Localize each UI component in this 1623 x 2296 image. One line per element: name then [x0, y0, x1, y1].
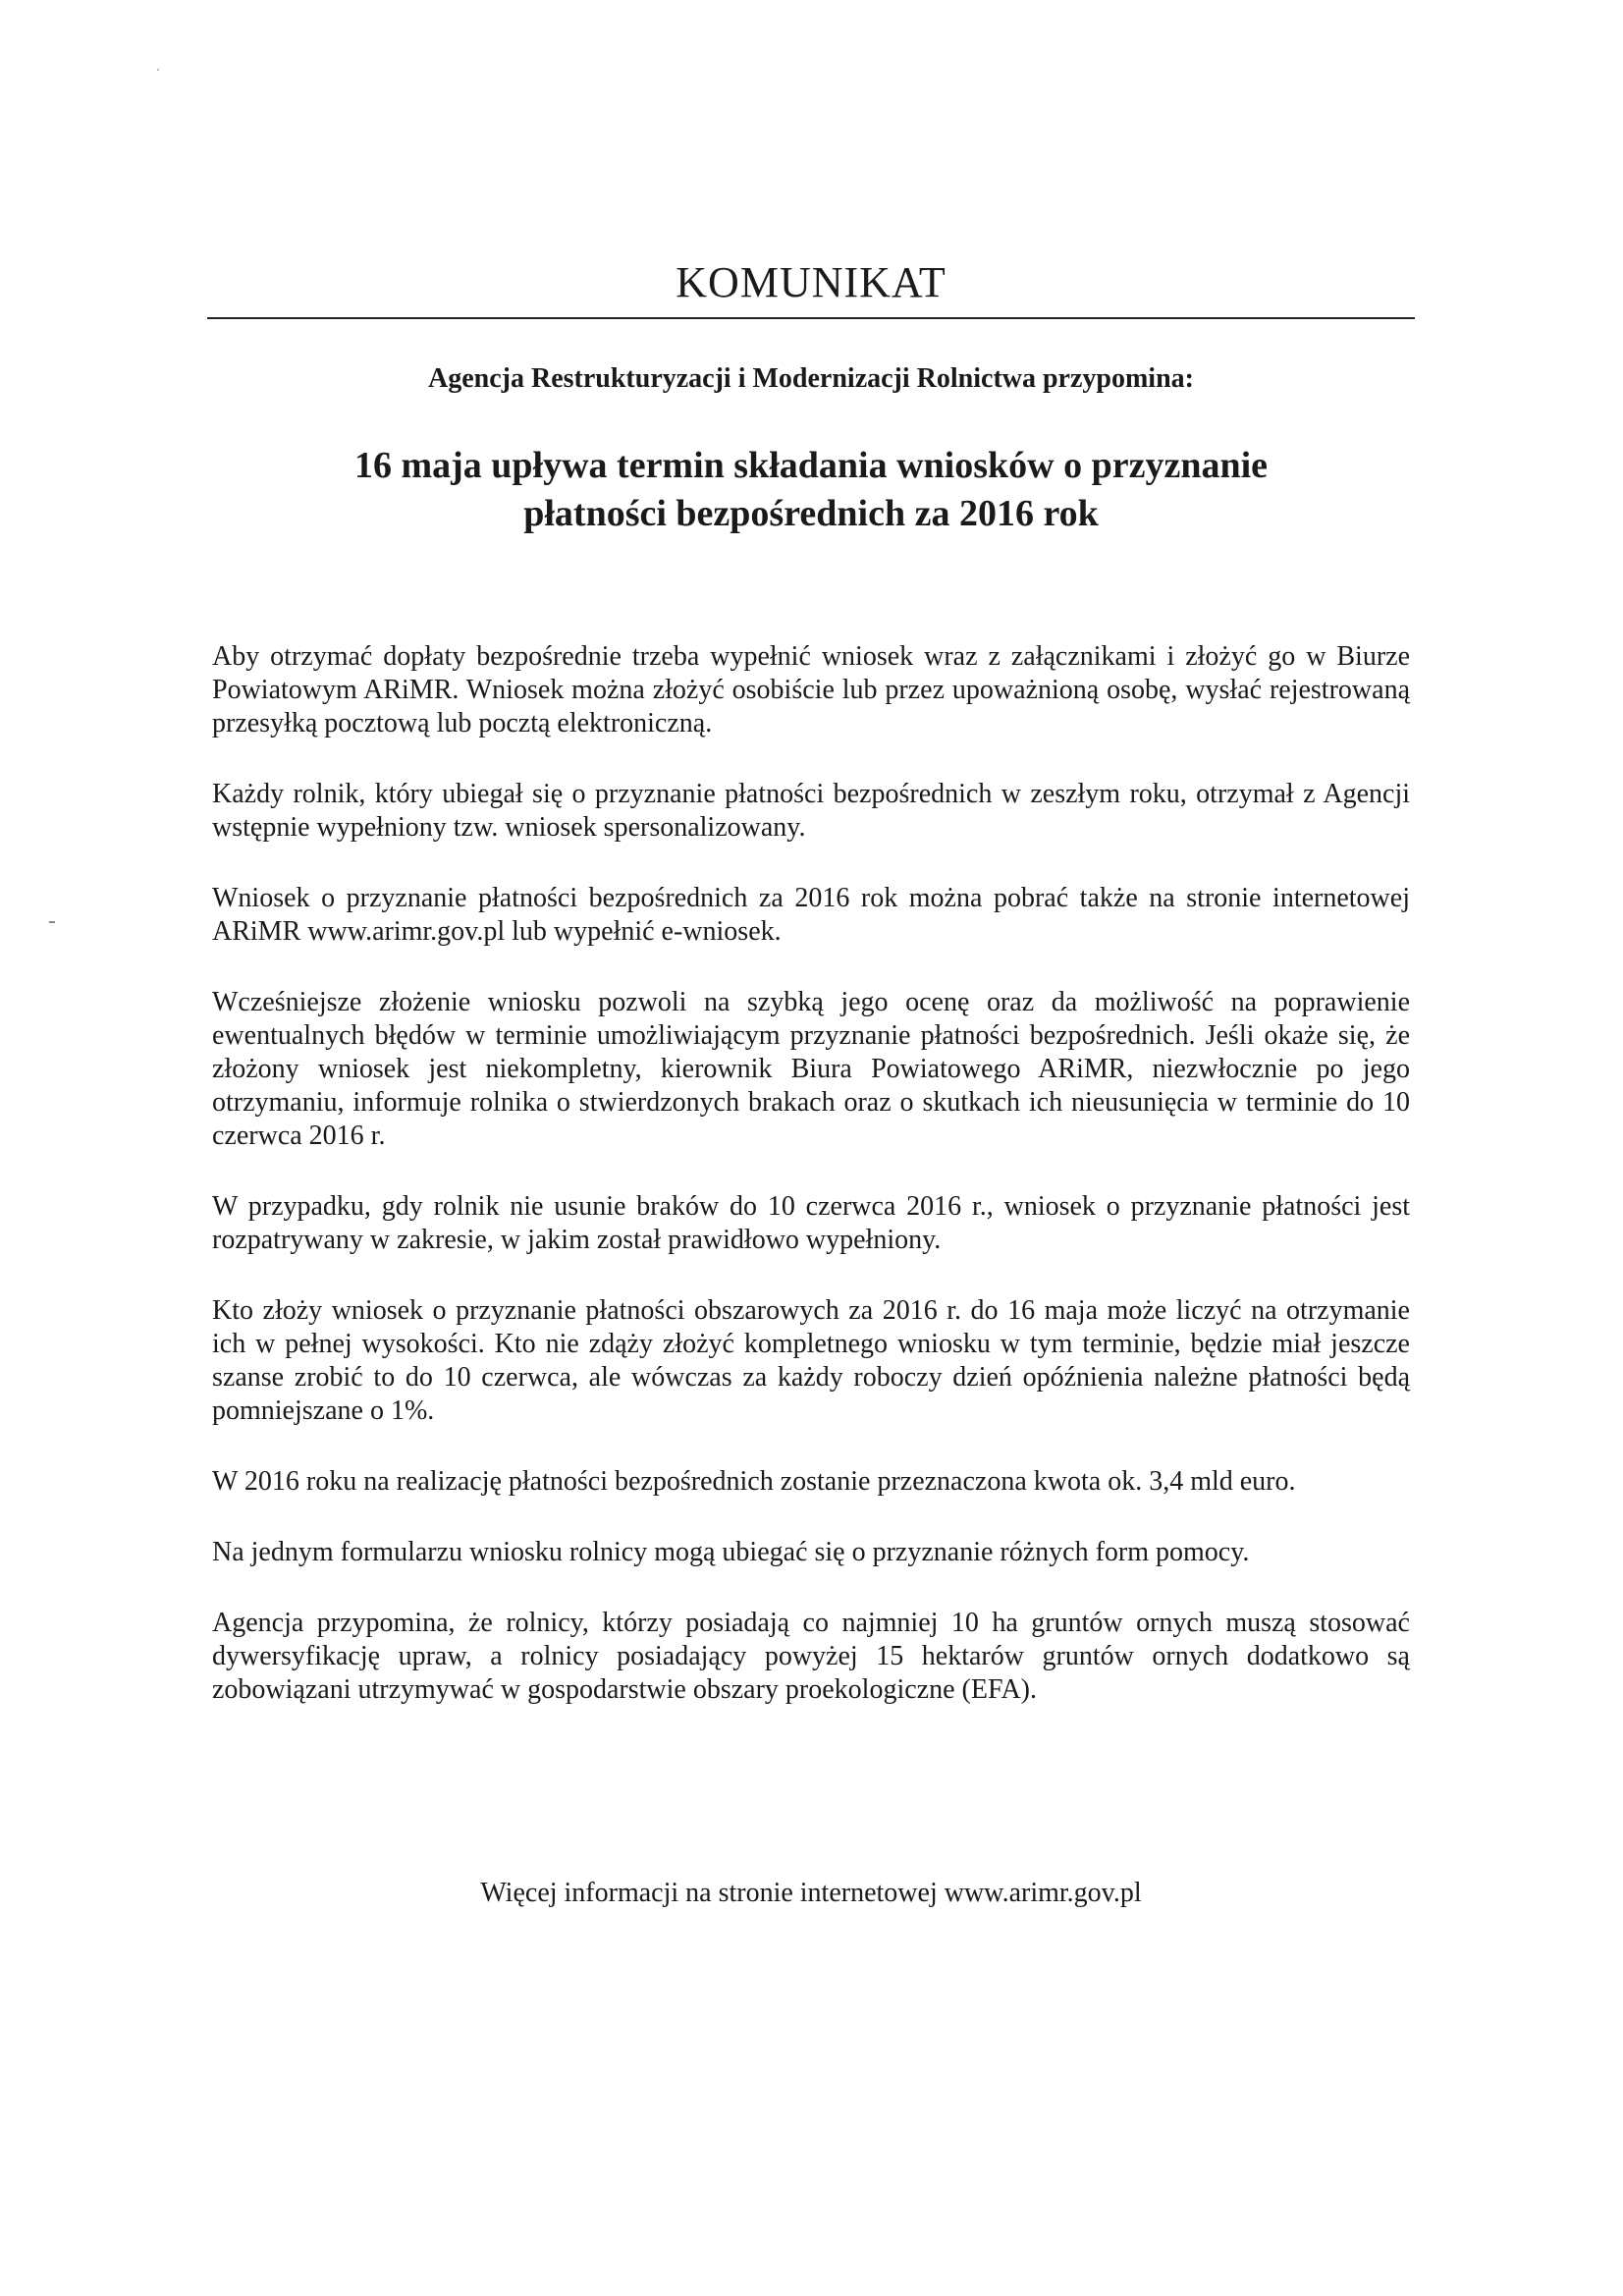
document-headline [207, 442, 1415, 538]
body-paragraph: W przypadku, gdy rolnik nie usunie braków do 10 czerwca 2016 r., wniosek o przyznanie płatności jest rozpatrywany w zakresie, w jakim został prawidłowo wypełniony. [212, 1191, 1410, 1255]
document-title: KOMUNIKAT [676, 258, 947, 306]
body-paragraph: W 2016 roku na realizację płatności bezpośrednich zostanie przeznaczona kwota ok. 3,4 mld euro. [212, 1466, 1296, 1497]
document-subtitle: Agencja Restrukturyzacji i Modernizacji Rolnictwa przypomina: [428, 363, 1194, 394]
body-paragraph: Wniosek o przyznanie płatności bezpośrednich za 2016 rok można pobrać także na stronie internetowej ARiMR www.arimr.gov.pl lub wypełnić e-wniosek. [212, 883, 1410, 947]
scan-artifact [49, 921, 55, 923]
document-body [212, 640, 1410, 1707]
body-paragraph: Agencja przypomina, że rolnicy, którzy posiadają co najmniej 10 ha gruntów ornych muszą stosować dywersyfikację upraw, a rolnicy posiadający powyżej 15 hektarów gruntów ornych dodatkowo są zobowiązani utrzymywać w gospodarstwie obszary proekologiczne (EFA). [212, 1608, 1410, 1705]
scan-artifact [157, 69, 159, 71]
body-paragraph: Wcześniejsze złożenie wniosku pozwoli na szybką jego ocenę oraz da możliwość na poprawienie ewentualnych błędów w terminie umożliwiającym przyznanie płatności bezpośrednich. Jeśli okaże się, że złożony wniosek jest niekompletny, kierownik Biura Powiatowego ARiMR, niezwłocznie po jego otrzymaniu, informuje rolnika o stwierdzonych brakach oraz o skutkach ich nieusunięcia w terminie do 10 czerwca 2016 r. [212, 987, 1410, 1151]
document-footer: Więcej informacji na stronie internetowej www.arimr.gov.pl [480, 1878, 1142, 1908]
body-paragraph: Na jednym formularzu wniosku rolnicy mogą ubiegać się o przyznanie różnych form pomocy. [212, 1537, 1250, 1567]
headline-line: płatności bezpośrednich za 2016 rok [523, 493, 1099, 534]
body-paragraph: Kto złoży wniosek o przyznanie płatności obszarowych za 2016 r. do 16 maja może liczyć na otrzymanie ich w pełnej wysokości. Kto nie zdąży złożyć kompletnego wniosku w tym terminie, będzie miał jeszcze szanse zrobić to do 10 czerwca, ale wówczas za każdy roboczy dzień opóźnienia należne płatności będą pomniejszane o 1%. [212, 1295, 1410, 1426]
headline-line: 16 maja upływa termin składania wniosków o przyznanie [353, 445, 1269, 486]
body-paragraph: Każdy rolnik, który ubiegał się o przyznanie płatności bezpośrednich w zeszłym roku, otrzymał z Agencji wstępnie wypełniony tzw. wniosek spersonalizowany. [212, 779, 1410, 843]
title-underline [207, 317, 1415, 319]
body-paragraph: Aby otrzymać dopłaty bezpośrednie trzeba wypełnić wniosek wraz z załącznikami i złożyć go w Biurze Powiatowym ARiMR. Wniosek można złożyć osobiście lub przez upoważnioną osobę, wysłać rejestrowaną przesyłką pocztową lub pocztą elektroniczną. [212, 641, 1410, 738]
